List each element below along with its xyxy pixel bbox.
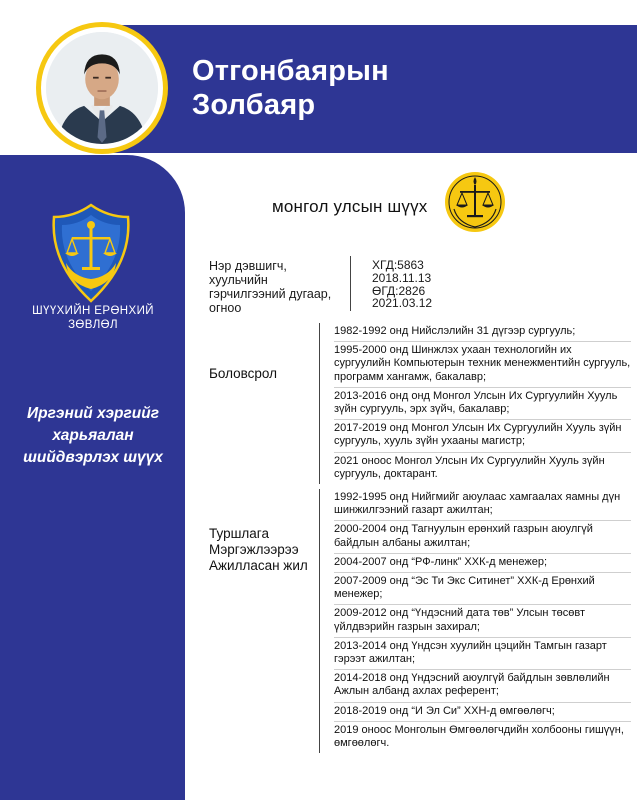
certificate-value: ХГД:5863 (372, 258, 424, 272)
certificate-label-line1: Нэр дэвшигч, (209, 259, 287, 273)
experience-item: 2019 оноос Монголын Өмгөөлөгчдийн холбооны гишүүн, өмгөөлөгч. (334, 723, 624, 750)
person-surname: Отгонбаярын (192, 55, 389, 87)
judicial-council-emblem-icon (48, 203, 134, 303)
experience-item: 1992-1995 онд Нийгмийг аюулаас хамгаалах яамны дүн шинжилгээний газарт ажилтан; (334, 489, 631, 521)
court-role-line1: Иргэний хэргийг (27, 405, 159, 422)
experience-label (209, 526, 308, 574)
experience-label-line3: Ажилласан жил (209, 558, 308, 573)
education-label: Боловсрол (209, 366, 277, 381)
experience-item: 2013-2014 онд Үндсэн хуулийн цэцийн Тамгын газарт гэрээт ажилтан; (334, 638, 631, 670)
portrait-photo (46, 32, 158, 144)
org-name (14, 304, 172, 332)
education-item: 2013-2016 онд онд Монгол Улсын Их Сургуулийн Хууль зүйн сургууль, эрх зүйч, бакалавр; (334, 388, 631, 420)
court-seal-icon (444, 171, 506, 233)
court-title: монгол улсын шүүх (272, 197, 428, 216)
education-item: 1995-2000 онд Шинжлэх ухаан технологийн их сургуулийн Компьютерын техник менежментийн сургууль, программ хангамж, бакалавр; (334, 342, 631, 388)
experience-item: 2004-2007 онд “РФ-линк” ХХК-д менежер; (334, 554, 631, 573)
education-list (319, 323, 631, 484)
certificate-label-line4: огноо (209, 301, 242, 315)
experience-item: 2000-2004 онд Тагнуулын ерөнхий газрын аюулгүй байдлын албаны ажилтан; (334, 521, 631, 553)
org-name-line1: ШҮҮХИЙН ЕРӨНХИЙ (32, 305, 154, 317)
experience-item: 2007-2009 онд “Эс Ти Экс Ситинет” ХХК-д Ерөнхий менежер; (334, 573, 631, 605)
certificate-values (372, 259, 432, 310)
certificate-value: ӨГД:2826 (372, 283, 426, 298)
experience-item: 2014-2018 онд Үндэсний аюулгүй байдлын зөвлөлийн Ажлын албанд ахлах референт; (334, 670, 631, 702)
avatar (46, 32, 158, 144)
court-role (10, 403, 176, 469)
person-given-name: Золбаяр (192, 89, 316, 121)
person-name (192, 54, 389, 122)
certificate-label-line2: хуульчийн (209, 273, 268, 287)
education-item: 2017-2019 онд Монгол Улсын Их Сургуулийн Хууль зүйн сургууль, хууль зүйн ухааны магистр; (334, 420, 631, 452)
org-name-line2: ЗӨВЛӨЛ (68, 319, 118, 331)
experience-label-line2: Мэргэжлээрээ (209, 542, 299, 557)
certificate-divider (350, 256, 351, 311)
certificate-value: 2018.11.13 (372, 270, 432, 285)
avatar-frame (36, 22, 168, 154)
header (0, 0, 637, 155)
experience-item: 2009-2012 онд “Үндэсний дата төв” Улсын төсөвт үйлдвэрийн газрын захирал; (334, 605, 631, 637)
court-role-line2: харьяалан (52, 427, 134, 444)
sidebar (0, 155, 185, 800)
certificate-value: 2021.03.12 (372, 296, 433, 311)
experience-label-line1: Туршлага (209, 526, 269, 541)
education-item: 2021 оноос Монгол Улсын Их Сургуулийн Хууль зүйн сургууль, доктарант. (334, 454, 605, 480)
experience-list (319, 489, 631, 753)
court-role-line3: шийдвэрлэх шүүх (23, 449, 163, 466)
certificate-label-line3: гэрчилгээний дугаар, (209, 287, 332, 301)
experience-item: 2018-2019 онд “И Эл Си” ХХН-д өмгөөлөгч; (334, 703, 631, 722)
certificate-label (209, 259, 351, 315)
education-item: 1982-1992 онд Нийслэлийн 31 дүгээр сургууль; (334, 323, 631, 342)
